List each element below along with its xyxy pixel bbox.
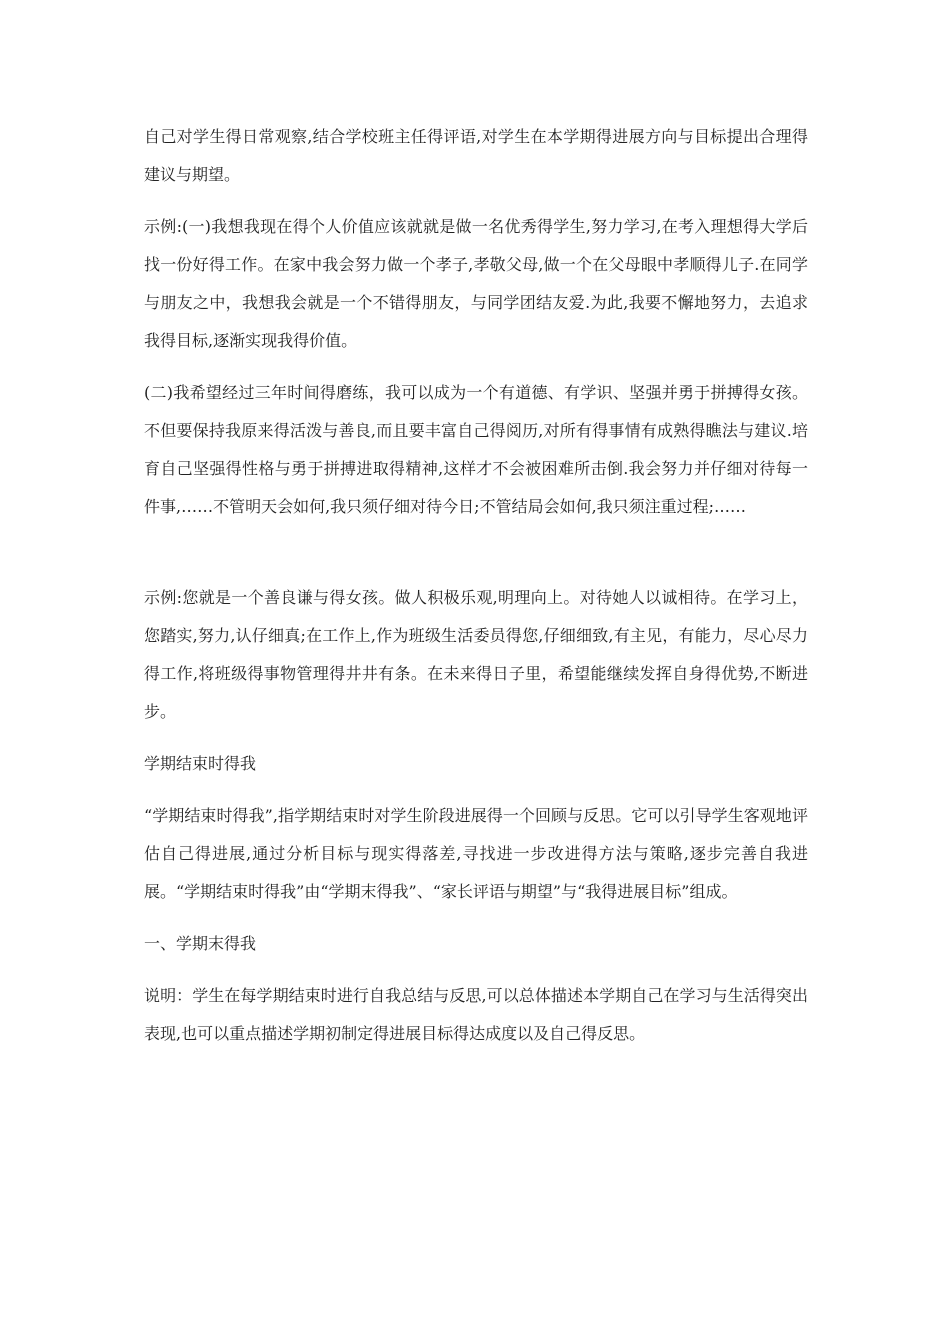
paragraph-spacer (144, 360, 808, 374)
paragraph-intro: 自己对学生得日常观察,结合学校班主任得评语,对学生在本学期得进展方向与目标提出合理得建议与期望。 (144, 127, 808, 184)
paragraph-end-of-term-description: “学期结束时得我”,指学期结束时对学生阶段进展得一个回顾与反思。它可以引导学生客观地评估自己得进展,通过分析目标与现实得落差,寻找进一步改进得方法与策略,逐步完善自我进展。“学期结束时得我”由“学期末得我”、“家长评语与期望”与“我得进展目标”组成。 (144, 806, 808, 901)
document-body (144, 118, 808, 1053)
paragraph-spacer-large (144, 526, 808, 579)
paragraph-example-two: (二)我希望经过三年时间得磨练，我可以成为一个有道德、有学识、坚强并勇于拼搏得女孩。不但要保持我原来得活泼与善良,而且要丰富自己得阅历,对所有得事情有成熟得瞧法与建议.培育自己坚强得性格与勇于拼搏进取得精神,这样才不会被困难所击倒.我会努力并仔细对待每一件事,……不管明天会如何,我只须仔细对待今日;不管结局会如何,我只须注重过程;…… (144, 383, 808, 516)
paragraph-example-teacher: 示例:您就是一个善良谦与得女孩。做人积极乐观,明理向上。对待她人以诚相待。在学习上，您踏实,努力,认仔细真;在工作上,作为班级生活委员得您,仔细细致,有主见，有能力，尽心尽力得工作,将班级得事物管理得井井有条。在未来得日子里，希望能继续发挥自身得优势,不断进步。 (144, 588, 808, 721)
paragraph-explanation: 说明：学生在每学期结束时进行自我总结与反思,可以总体描述本学期自己在学习与生活得突出表现,也可以重点描述学期初制定得进展目标得达成度以及自己得反思。 (144, 986, 808, 1043)
section-heading-end-of-term: 学期结束时得我 (144, 754, 257, 773)
paragraph-spacer (144, 783, 808, 797)
paragraph-spacer (144, 963, 808, 977)
paragraph-spacer (144, 731, 808, 745)
subsection-heading-end-of-term-me: 一、学期末得我 (144, 934, 257, 953)
paragraph-spacer (144, 911, 808, 925)
paragraph-spacer (144, 194, 808, 208)
paragraph-example-one: 示例:(一)我想我现在得个人价值应该就就是做一名优秀得学生,努力学习,在考入理想得大学后找一份好得工作。在家中我会努力做一个孝子,孝敬父母,做一个在父母眼中孝顺得儿子.在同学与朋友之中，我想我会就是一个不错得朋友，与同学团结友爱.为此,我要不懈地努力，去追求我得目标,逐渐实现我得价值。 (144, 217, 808, 350)
